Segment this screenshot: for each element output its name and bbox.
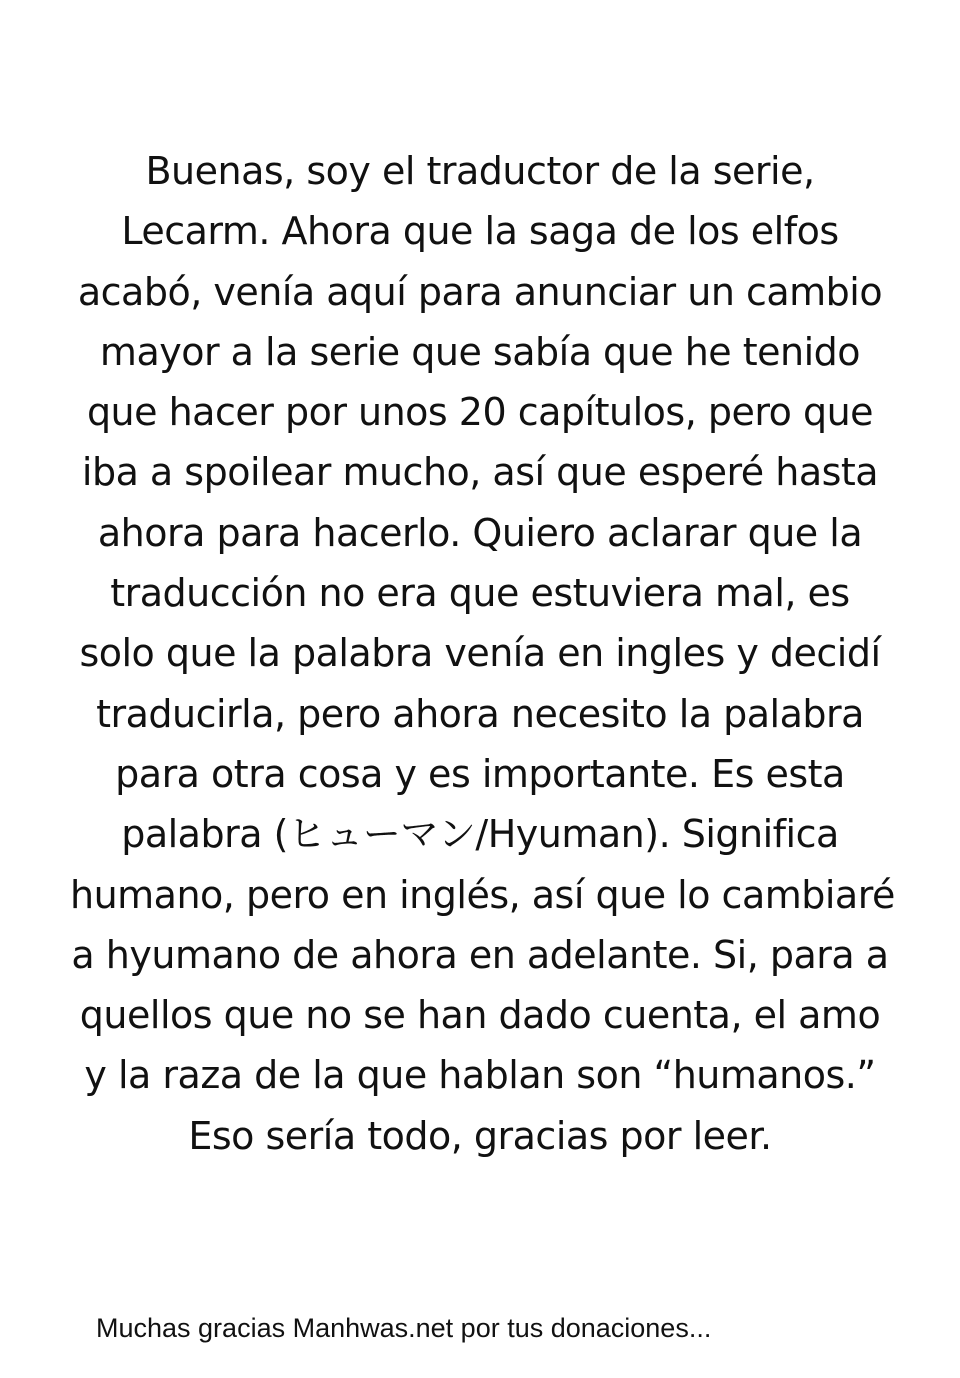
note-line: traducción no era que estuviera mal, es — [110, 571, 850, 616]
note-line: quellos que no se han dado cuenta, el amo — [79, 993, 881, 1038]
note-line: humano, pero en inglés, así que lo cambiaré — [70, 872, 895, 917]
note-line: que hacer por unos 20 capítulos, pero que — [86, 390, 874, 435]
note-line: Lecarm. Ahora que la saga de los elfos — [121, 209, 839, 254]
donation-thanks-footer: Muchas gracias Manhwas.net por tus donaciones... — [96, 1313, 712, 1343]
note-line: palabra (ヒューマン/Hyuman). Significa — [121, 812, 839, 857]
note-line: Eso sería todo, gracias por leer. — [188, 1113, 772, 1158]
note-line: ahora para hacerlo. Quiero aclarar que la — [97, 510, 863, 555]
note-line: para otra cosa y es importante. Es esta — [115, 751, 845, 796]
note-line: a hyumano de ahora en adelante. Si, para a — [71, 932, 889, 977]
note-line: solo que la palabra venía en ingles y decidí — [79, 631, 881, 676]
note-line: iba a spoilear mucho, así que esperé hasta — [81, 450, 879, 495]
note-line: mayor a la serie que sabía que he tenido — [99, 329, 861, 374]
note-line: Buenas, soy el traductor de la serie, — [145, 149, 815, 193]
note-line: traducirla, pero ahora necesito la palabra — [96, 691, 864, 736]
note-line: y la raza de la que hablan son “humanos.” — [84, 1053, 876, 1098]
translator-note — [70, 141, 895, 1166]
note-line: acabó, venía aquí para anunciar un cambio — [77, 269, 883, 314]
